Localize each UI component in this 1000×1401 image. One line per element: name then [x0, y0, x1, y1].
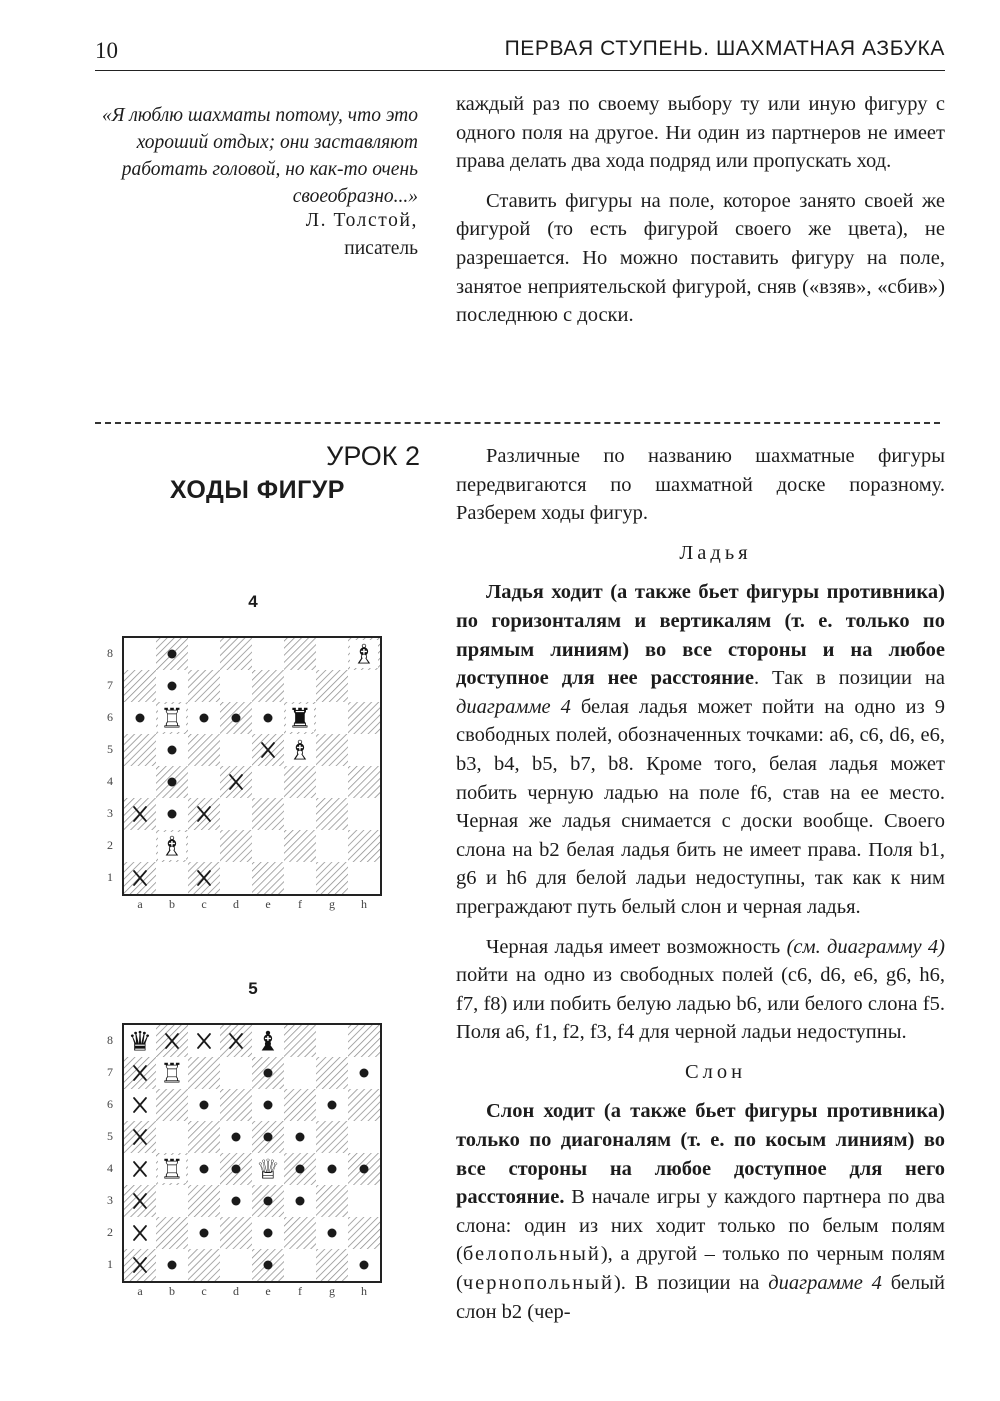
paragraph-placement-rule: Ставить фигуры на поле, которое занято своей же фигурой (то есть фигурой своего же цвета), не разрешается. Но можно поставить фигуру на поле, занятое неприятельской фигурой, сняв («взяв», «сбив») последнюю с доски. — [456, 189, 945, 327]
light-square — [284, 862, 316, 894]
light-square — [188, 766, 220, 798]
light-square — [348, 1185, 380, 1217]
move-dot — [296, 1133, 305, 1142]
paragraph-rook: Ладья ходит (а также бьет фигуры противника) по горизонталям и вертикалям (т. е. только по прямым линиям) во все стороны и на любое доступное для нее расстояние. Так в позиции на диаграмме 4 белая ладья может пойти на одно из 9 свободных полей, обозначенных точками: a6, c6, d6, e6, b3, b4, b5, b7, b8. Кроме того, белая ладья может побить черную ладью на поле f6, став на ее место. Черная же ладья снимается с доски вообще. Своего слона на b2 белая ладья бить не имеет права. Поля b1, g6 и h6 для белой ладьи недоступны, так как к ним преграждают путь белый слон и черная ладья. — [456, 581, 945, 918]
move-dot — [200, 1229, 209, 1238]
dark-square — [316, 1185, 348, 1217]
rank-label: 1 — [107, 1257, 113, 1271]
black-rook-icon: ♜ — [287, 703, 313, 735]
header-rule — [95, 70, 945, 71]
light-square — [284, 798, 316, 830]
dark-square — [252, 798, 284, 830]
dark-square — [348, 702, 380, 734]
move-dot — [232, 714, 241, 723]
dark-square — [284, 1025, 316, 1057]
dark-square — [284, 830, 316, 862]
paragraph-continuation: каждый раз по своему выбору ту или иную фигуру с одного поля на другое. Ни один из партнеров не имеет права делать два хода подряд или пропускать ход. — [456, 93, 945, 173]
dark-square — [284, 766, 316, 798]
move-dot — [328, 1165, 337, 1174]
rook-subheading: Ладья — [679, 541, 752, 564]
epigraph-role: писатель — [344, 238, 418, 259]
diagram-number: 5 — [248, 979, 258, 998]
dark-square — [124, 734, 156, 766]
light-square — [316, 1025, 348, 1057]
epigraph-quote: «Я люблю шахматы потому, что это хороший отдых; они заставляют работать головой, но как-то очень своеобразно...» — [101, 105, 418, 207]
light-square — [252, 638, 284, 670]
light-square — [124, 830, 156, 862]
light-square — [316, 702, 348, 734]
dark-square — [316, 1249, 348, 1281]
black-bishop-icon: ♝ — [255, 1026, 281, 1058]
move-dot — [264, 1133, 273, 1142]
white-rook-icon: ♖ — [159, 703, 185, 735]
dark-square — [188, 1249, 220, 1281]
file-label: a — [137, 897, 143, 911]
file-label: g — [329, 897, 335, 911]
light-square — [252, 830, 284, 862]
move-dot — [360, 1165, 369, 1174]
dark-square — [316, 798, 348, 830]
rank-label: 7 — [107, 1065, 113, 1079]
move-dot — [168, 650, 177, 659]
file-label: d — [233, 897, 239, 911]
dark-square — [348, 830, 380, 862]
file-label: e — [265, 897, 271, 911]
light-square — [348, 798, 380, 830]
rank-label: 3 — [107, 806, 113, 820]
move-dot — [232, 1197, 241, 1206]
light-square — [284, 1057, 316, 1089]
black-queen-icon: ♛ — [127, 1026, 153, 1058]
move-dot — [168, 746, 177, 755]
light-square — [284, 1249, 316, 1281]
move-dot — [328, 1101, 337, 1110]
paragraph-black-rook: Черная ладья имеет возможность (см. диаграмму 4) пойти на одно из свободных полей (c6, d6, e6, g6, h6, f7, f8) или побить белую ладью b6, или белого слона f5. Поля a6, f1, f2, f3, f4 для черной ладьи недоступны. — [456, 935, 945, 1044]
dark-square — [252, 670, 284, 702]
rank-label: 8 — [107, 646, 113, 660]
file-label: d — [233, 1284, 239, 1298]
paragraph-intro: Различные по названию шахматные фигуры передвигаются по шахматной доске поразному. Разберем ходы фигур. — [456, 445, 945, 525]
rank-label: 8 — [107, 1033, 113, 1047]
light-square — [188, 830, 220, 862]
light-square — [316, 830, 348, 862]
rank-label: 2 — [107, 838, 113, 852]
page-number: 10 — [95, 38, 118, 63]
main-text-column — [456, 442, 945, 1337]
paragraph-bishop: Слон ходит (а также бьет фигуры противника) только по диагоналям (т. е. по косым линиям) во все стороны на любое доступное для него расстояние. В начале игры у каждого партнера по два слона: один из них ходит только по белым полям (белопольный), а другой – только по черным полям (чернопольный). В позиции на диаграмме 4 белый слон b2 (чер- — [456, 1100, 945, 1323]
board-grid — [124, 1025, 380, 1281]
chess-diagram-5 — [122, 1023, 382, 1283]
dark-square — [316, 670, 348, 702]
dark-square — [188, 1185, 220, 1217]
dark-square — [348, 1089, 380, 1121]
bishop-rule: Слон ходит (а также бьет фигуры противника) только по диагоналям (т. е. по косым линиям) во все стороны на любое доступное для него расстояние. — [456, 1100, 945, 1209]
file-label: e — [265, 1284, 271, 1298]
dark-square — [348, 1217, 380, 1249]
diagram-reference: (см. диаграмму 4) — [786, 935, 945, 958]
light-square — [220, 670, 252, 702]
rank-label: 6 — [107, 1097, 113, 1111]
file-label: f — [298, 1284, 302, 1298]
light-square — [284, 670, 316, 702]
running-title: ПЕРВАЯ СТУПЕНЬ. ШАХМАТНАЯ АЗБУКА — [504, 37, 945, 60]
dark-square — [188, 1121, 220, 1153]
diagram-reference: диаграмме 4 — [456, 695, 571, 718]
dark-square — [188, 1057, 220, 1089]
epigraph-author: Л. Толстой, — [305, 210, 418, 231]
light-square — [156, 1185, 188, 1217]
dark-square — [316, 1121, 348, 1153]
light-square — [348, 1121, 380, 1153]
board-grid — [124, 638, 380, 894]
white-rook-icon: ♖ — [159, 1154, 185, 1186]
light-square — [316, 766, 348, 798]
dark-square — [220, 1217, 252, 1249]
bishop-subheading: Слон — [684, 1060, 747, 1083]
rank-label: 6 — [107, 710, 113, 724]
rook-rule: Ладья ходит (а также бьет фигуры противника) по горизонталям и вертикалям (т. е. только по прямым линиям) во все стороны и на любое доступное для нее расстояние — [456, 581, 945, 690]
dark-square — [220, 830, 252, 862]
lesson-label: УРОК 2 — [326, 441, 420, 471]
rank-label: 3 — [107, 1193, 113, 1207]
file-label: c — [201, 1284, 207, 1298]
dark-square — [220, 638, 252, 670]
rank-label: 4 — [107, 774, 113, 788]
top-text-column — [456, 90, 945, 341]
move-dot — [360, 1261, 369, 1270]
white-bishop-icon: ♗ — [159, 831, 185, 863]
light-square — [348, 862, 380, 894]
move-dot — [264, 1197, 273, 1206]
move-dot — [264, 1229, 273, 1238]
dark-square — [316, 1057, 348, 1089]
light-square — [220, 1249, 252, 1281]
white-bishop-icon: ♗ — [351, 639, 377, 671]
move-dot — [232, 1165, 241, 1174]
move-dot — [296, 1197, 305, 1206]
file-label: b — [169, 897, 175, 911]
light-square — [220, 862, 252, 894]
dark-square — [316, 862, 348, 894]
file-label: g — [329, 1284, 335, 1298]
rank-label: 5 — [107, 742, 113, 756]
dark-square — [220, 1089, 252, 1121]
dark-square — [252, 862, 284, 894]
rank-label: 2 — [107, 1225, 113, 1239]
move-dot — [296, 1165, 305, 1174]
file-label: h — [361, 1284, 367, 1298]
move-dot — [264, 1101, 273, 1110]
file-label: f — [298, 897, 302, 911]
move-dot — [168, 682, 177, 691]
move-dot — [264, 714, 273, 723]
move-dot — [264, 1261, 273, 1270]
dark-square — [316, 734, 348, 766]
light-square — [156, 862, 188, 894]
move-dot — [200, 714, 209, 723]
dark-square — [284, 1089, 316, 1121]
lesson-title: ХОДЫ ФИГУР — [169, 476, 345, 504]
dark-square — [156, 1217, 188, 1249]
move-dot — [232, 1133, 241, 1142]
move-dot — [200, 1165, 209, 1174]
dark-square — [124, 670, 156, 702]
light-square — [188, 638, 220, 670]
file-label: a — [137, 1284, 143, 1298]
dark-square — [156, 1089, 188, 1121]
rank-label: 5 — [107, 1129, 113, 1143]
move-dot — [136, 714, 145, 723]
light-square — [124, 766, 156, 798]
white-rook-icon: ♖ — [159, 1058, 185, 1090]
move-dot — [168, 1261, 177, 1270]
file-label: c — [201, 897, 207, 911]
rank-label: 4 — [107, 1161, 113, 1175]
move-dot — [264, 1069, 273, 1078]
white-queen-icon: ♕ — [255, 1154, 281, 1186]
light-square — [220, 1057, 252, 1089]
section-divider — [95, 422, 940, 424]
dark-square — [284, 1217, 316, 1249]
dark-square — [188, 670, 220, 702]
light-square — [252, 766, 284, 798]
rank-label: 7 — [107, 678, 113, 692]
chess-diagram-4 — [122, 636, 382, 896]
rank-label: 1 — [107, 870, 113, 884]
dark-square — [348, 766, 380, 798]
light-square — [316, 638, 348, 670]
light-square — [348, 734, 380, 766]
move-dot — [328, 1229, 337, 1238]
light-square — [220, 798, 252, 830]
light-square — [348, 670, 380, 702]
light-square — [220, 734, 252, 766]
diagram-reference: диаграмме 4 — [768, 1272, 882, 1295]
file-label: h — [361, 897, 367, 911]
move-dot — [200, 1101, 209, 1110]
dark-square — [284, 638, 316, 670]
move-dot — [168, 778, 177, 787]
dark-square — [188, 734, 220, 766]
move-dot — [360, 1069, 369, 1078]
white-bishop-icon: ♗ — [287, 735, 313, 767]
light-square — [124, 638, 156, 670]
dark-square — [348, 1025, 380, 1057]
diagram-number: 4 — [248, 592, 258, 611]
light-square — [156, 1121, 188, 1153]
file-label: b — [169, 1284, 175, 1298]
move-dot — [168, 810, 177, 819]
